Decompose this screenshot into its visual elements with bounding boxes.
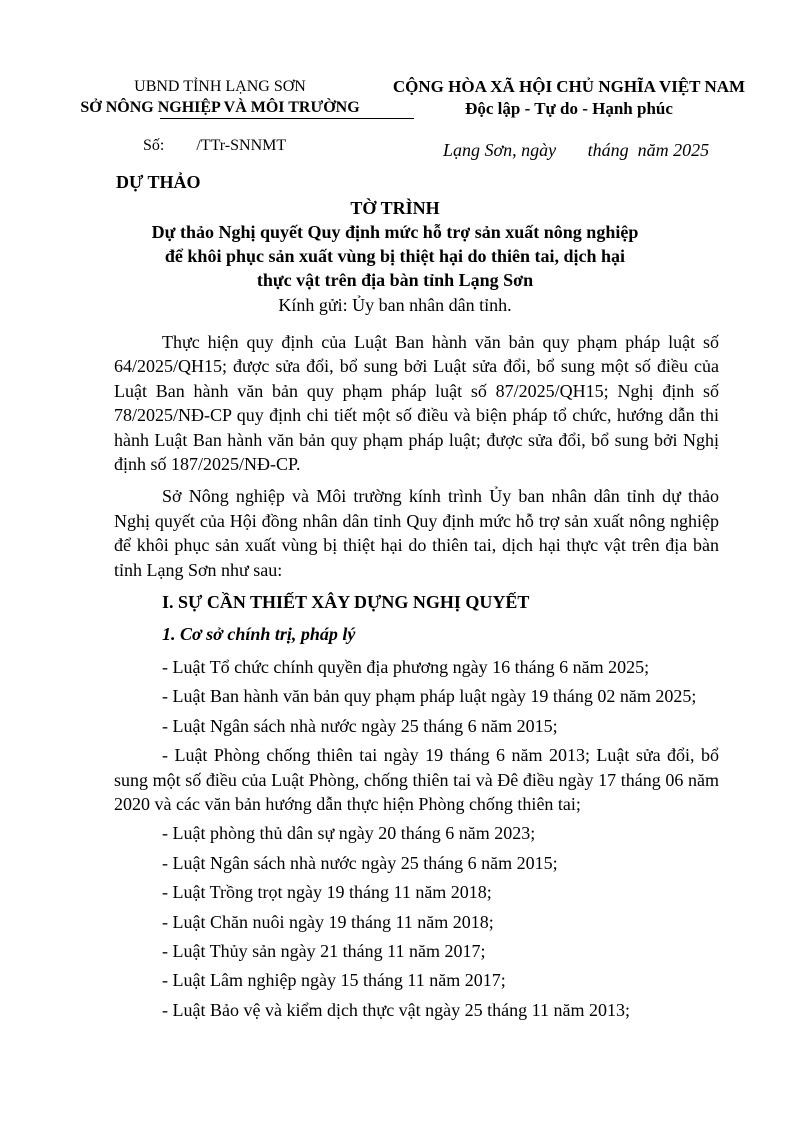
law-list-item: - Luật Ngân sách nhà nước ngày 25 tháng 6 năm 2015; [162, 715, 558, 736]
agency-underline [160, 118, 414, 119]
issuing-agency-block [60, 76, 380, 118]
law-list-item: - Luật Chăn nuôi ngày 19 tháng 11 năm 2018; [162, 911, 494, 932]
law-list-item: - Luật Phòng chống thiên tai ngày 19 tháng 6 năm 2013; Luật sửa đổi, bổ sung một số điều của Luật Phòng, chống thiên tai và Đê điều ngày 17 tháng 06 năm 2020 và các văn bản hướng dẫn thực hiện Phòng chống thiên tai; [114, 745, 719, 814]
national-title: CỘNG HÒA XÃ HỘI CHỦ NGHĨA VIỆT NAM [392, 77, 746, 96]
document-title: TỜ TRÌNH [350, 198, 440, 218]
law-list-item: - Luật phòng thủ dân sự ngày 20 tháng 6 năm 2023; [162, 823, 536, 844]
document-subtitle-line-3: thực vật trên địa bàn tỉnh Lạng Sơn [256, 270, 534, 290]
national-motto: Độc lập - Tự do - Hạnh phúc [465, 99, 673, 118]
law-list-item: - Luật Bảo vệ và kiểm dịch thực vật ngày 25 tháng 11 năm 2013; [162, 999, 630, 1020]
document-number: Số: /TTr-SNNMT [143, 137, 287, 154]
document-date: Lạng Sơn, ngày tháng năm 2025 [443, 140, 710, 160]
document-subtitle-line-1: Dự thảo Nghị quyết Quy định mức hỗ trợ sản xuất nông nghiệp [151, 222, 639, 242]
law-list-item: - Luật Ngân sách nhà nước ngày 25 tháng 6 năm 2015; [162, 852, 558, 873]
national-motto-block [383, 76, 755, 120]
body-paragraph: Sở Nông nghiệp và Môi trường kính trình Ủy ban nhân dân tỉnh dự thảo Nghị quyết của Hội đồng nhân dân tỉnh Quy định mức hỗ trợ sản xuất nông nghiệp để khôi phục sản xuất vùng bị thiệt hại do thiên tai, dịch hại thực vật trên địa bàn tỉnh Lạng Sơn như sau: [114, 486, 719, 580]
body-paragraph: Thực hiện quy định của Luật Ban hành văn bản quy phạm pháp luật số 64/2025/QH15; được sửa đổi, bổ sung bởi Luật sửa đổi, bổ sung một số điều của Luật Ban hành văn bản quy phạm pháp luật số 87/2025/QH15; Nghị định số 78/2025/NĐ-CP quy định chi tiết một số điều và biện pháp tổ chức, hướng dẫn thi hành Luật Ban hành văn bản quy phạm pháp luật; được sửa đổi, bổ sung bởi Nghị định số 187/2025/NĐ-CP. [114, 332, 719, 475]
draft-label: DỰ THẢO [116, 172, 201, 192]
law-list-item: - Luật Trồng trọt ngày 19 tháng 11 năm 2018; [162, 882, 492, 903]
recipient-line: Kính gửi: Ủy ban nhân dân tỉnh. [278, 295, 512, 315]
law-list-item: - Luật Thủy sản ngày 21 tháng 11 năm 2017; [162, 940, 486, 961]
section-heading: I. SỰ CẦN THIẾT XÂY DỰNG NGHỊ QUYẾT [162, 592, 530, 613]
subsection-heading: 1. Cơ sở chính trị, pháp lý [162, 624, 356, 645]
law-list-item: - Luật Ban hành văn bản quy phạm pháp luật ngày 19 tháng 02 năm 2025; [162, 686, 697, 707]
document-title-block [110, 196, 680, 292]
document-body [114, 330, 719, 1027]
law-list-item: - Luật Lâm nghiệp ngày 15 tháng 11 năm 2017; [162, 970, 506, 991]
document-subtitle-line-2: để khôi phục sản xuất vùng bị thiệt hại do thiên tai, dịch hại [164, 246, 626, 266]
issuing-agency-name: SỞ NÔNG NGHIỆP VÀ MÔI TRƯỜNG [80, 99, 360, 116]
parent-agency-name: UBND TỈNH LẠNG SƠN [134, 78, 306, 95]
law-list-item: - Luật Tổ chức chính quyền địa phương ngày 16 tháng 6 năm 2025; [162, 656, 650, 677]
